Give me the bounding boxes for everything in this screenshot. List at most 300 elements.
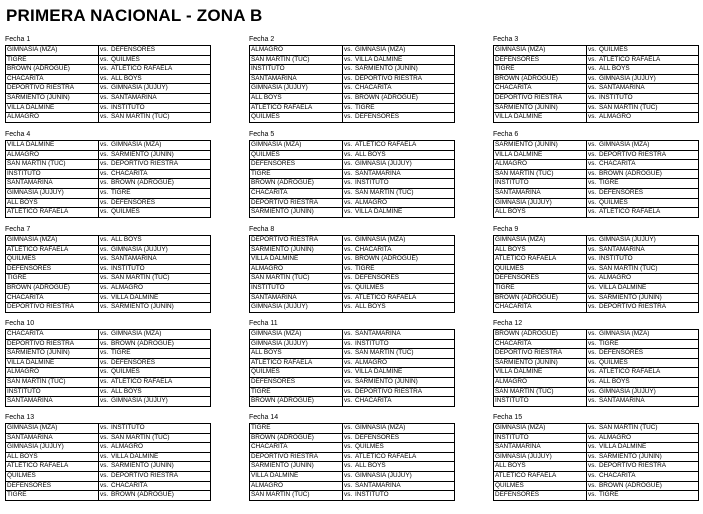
match-row [250,113,455,123]
vs-label: vs. [343,387,355,397]
fecha-label: Fecha 6 [493,131,519,138]
match-row [250,84,455,94]
vs-label: vs. [99,46,111,56]
home-team: ALL BOYS [494,245,587,255]
home-team: VILLA DÁLMINE [6,358,99,368]
home-team: GIMNASIA (MZA) [250,141,343,151]
away-team: VILLA DÁLMINE [110,452,211,462]
home-team: DEFENSORES [494,491,587,501]
away-team: BROWN (ADROGUÉ) [110,491,211,501]
home-team: GIMNASIA (MZA) [494,424,587,434]
vs-label: vs. [587,349,599,359]
home-team: TIGRE [250,424,343,434]
match-row [250,339,455,349]
match-row [6,303,211,313]
vs-label: vs. [587,293,599,303]
home-team: ALMAGRO [6,368,99,378]
fecha-block [5,414,211,501]
fecha-label: Fecha 3 [493,36,519,43]
vs-label: vs. [587,160,599,170]
away-team: INSTITUTO [110,264,211,274]
match-row [494,368,699,378]
vs-label: vs. [99,443,111,453]
match-table [5,235,211,313]
match-row [250,330,455,340]
vs-label: vs. [343,462,355,472]
vs-label: vs. [99,188,111,198]
fecha-block [249,36,455,123]
vs-label: vs. [99,103,111,113]
vs-label: vs. [587,150,599,160]
away-team: DEFENSORES [110,358,211,368]
match-table [5,423,211,501]
home-team: DEPORTIVO RIESTRA [250,198,343,208]
away-team: VILLA DÁLMINE [354,368,455,378]
match-row [494,255,699,265]
home-team: BROWN (ADROGUÉ) [6,65,99,75]
away-team: ALL BOYS [110,236,211,246]
fecha-block [493,414,699,501]
away-team: ALL BOYS [598,65,699,75]
home-team: ALL BOYS [6,452,99,462]
vs-label: vs. [99,283,111,293]
fecha-block [249,320,455,407]
vs-label: vs. [587,208,599,218]
home-team: CHACARITA [6,330,99,340]
match-row [494,103,699,113]
fecha-block [493,320,699,407]
away-team: ATLÉTICO RAFAELA [110,65,211,75]
vs-label: vs. [343,65,355,75]
match-row [494,443,699,453]
match-row [250,103,455,113]
match-row [494,397,699,407]
fecha-block [5,131,211,218]
away-team: QUILMES [110,368,211,378]
vs-label: vs. [343,303,355,313]
away-team: SANTAMARINA [598,397,699,407]
match-row [494,65,699,75]
away-team: CHACARITA [354,245,455,255]
match-row [250,245,455,255]
fecha-block [249,131,455,218]
vs-label: vs. [99,491,111,501]
vs-label: vs. [99,113,111,123]
home-team: QUILMES [6,471,99,481]
vs-label: vs. [343,84,355,94]
fecha-label: Fecha 9 [493,226,519,233]
fecha-block [493,131,699,218]
away-team: INSTITUTO [110,424,211,434]
match-row [6,424,211,434]
match-row [250,274,455,284]
vs-label: vs. [99,74,111,84]
home-team: SAN MARTÍN (TUC) [250,55,343,65]
match-row [494,179,699,189]
home-team: ALMAGRO [6,150,99,160]
vs-label: vs. [587,65,599,75]
away-team: GIMNASIA (MZA) [598,330,699,340]
home-team: GIMNASIA (JUJUY) [6,188,99,198]
match-row [250,443,455,453]
away-team: DEPORTIVO RIESTRA [598,303,699,313]
away-team: SAN MARTÍN (TUC) [598,424,699,434]
home-team: ALMAGRO [6,113,99,123]
vs-label: vs. [99,462,111,472]
away-team: SANTAMARINA [354,330,455,340]
vs-label: vs. [587,377,599,387]
vs-label: vs. [343,169,355,179]
away-team: SAN MARTÍN (TUC) [598,103,699,113]
away-team: GIMNASIA (JUJUY) [110,84,211,94]
match-row [6,93,211,103]
away-team: QUILMES [598,46,699,56]
fecha-label: Fecha 11 [249,320,278,327]
vs-label: vs. [343,188,355,198]
away-team: GIMNASIA (MZA) [354,46,455,56]
away-team: GIMNASIA (MZA) [354,236,455,246]
away-team: ALMAGRO [110,443,211,453]
home-team: SAN MARTÍN (TUC) [250,274,343,284]
home-team: SANTAMARINA [250,293,343,303]
vs-label: vs. [343,293,355,303]
match-row [6,462,211,472]
away-team: CHACARITA [598,471,699,481]
match-row [494,349,699,359]
away-team: DEFENSORES [110,198,211,208]
vs-label: vs. [587,339,599,349]
home-team: DEPORTIVO RIESTRA [250,452,343,462]
match-row [6,433,211,443]
home-team: SARMIENTO (JUNÍN) [6,349,99,359]
match-row [6,264,211,274]
vs-label: vs. [587,303,599,313]
vs-label: vs. [99,65,111,75]
match-row [250,46,455,56]
vs-label: vs. [343,330,355,340]
home-team: SAN MARTÍN (TUC) [494,387,587,397]
vs-label: vs. [99,349,111,359]
match-row [494,293,699,303]
away-team: DEFENSORES [354,433,455,443]
home-team: INSTITUTO [250,283,343,293]
home-team: ALMAGRO [250,264,343,274]
match-row [494,198,699,208]
vs-label: vs. [99,255,111,265]
match-row [6,339,211,349]
home-team: SANTAMARINA [6,179,99,189]
match-row [250,358,455,368]
match-row [494,491,699,501]
vs-label: vs. [99,160,111,170]
away-team: CHACARITA [598,160,699,170]
vs-label: vs. [99,358,111,368]
vs-label: vs. [587,387,599,397]
match-table [493,140,699,218]
home-team: ATLÉTICO RAFAELA [250,358,343,368]
match-table [5,329,211,407]
home-team: DEPORTIVO RIESTRA [6,84,99,94]
match-row [250,452,455,462]
away-team: BROWN (ADROGUÉ) [598,481,699,491]
fecha-label: Fecha 2 [249,36,275,43]
vs-label: vs. [99,330,111,340]
match-row [6,65,211,75]
match-row [494,471,699,481]
vs-label: vs. [343,179,355,189]
match-row [494,84,699,94]
home-team: GIMNASIA (JUJUY) [250,303,343,313]
match-table [5,140,211,218]
vs-label: vs. [99,452,111,462]
vs-label: vs. [343,74,355,84]
vs-label: vs. [99,208,111,218]
away-team: BROWN (ADROGUÉ) [598,169,699,179]
match-row [250,433,455,443]
match-row [6,274,211,284]
fecha-label: Fecha 4 [5,131,31,138]
vs-label: vs. [587,179,599,189]
vs-label: vs. [343,424,355,434]
vs-label: vs. [587,491,599,501]
away-team: VILLA DÁLMINE [598,443,699,453]
home-team: DEPORTIVO RIESTRA [6,303,99,313]
away-team: ATLÉTICO RAFAELA [354,141,455,151]
home-team: QUILMES [250,368,343,378]
home-team: QUILMES [494,264,587,274]
match-row [6,349,211,359]
match-table [493,423,699,501]
away-team: DEPORTIVO RIESTRA [110,471,211,481]
match-row [494,93,699,103]
home-team: SAN MARTÍN (TUC) [494,169,587,179]
match-row [494,274,699,284]
match-row [6,397,211,407]
home-team: BROWN (ADROGUÉ) [494,74,587,84]
away-team: TIGRE [598,339,699,349]
page-title: PRIMERA NACIONAL - ZONA B [6,6,263,25]
vs-label: vs. [99,93,111,103]
vs-label: vs. [343,358,355,368]
vs-label: vs. [99,236,111,246]
home-team: GIMNASIA (JUJUY) [250,339,343,349]
home-team: TIGRE [250,169,343,179]
away-team: VILLA DÁLMINE [598,283,699,293]
match-row [494,330,699,340]
away-team: QUILMES [598,358,699,368]
vs-label: vs. [587,74,599,84]
match-row [6,236,211,246]
match-row [6,443,211,453]
match-row [6,377,211,387]
vs-label: vs. [99,84,111,94]
vs-label: vs. [99,387,111,397]
match-table [249,235,455,313]
vs-label: vs. [99,471,111,481]
home-team: TIGRE [6,55,99,65]
vs-label: vs. [99,274,111,284]
match-row [250,462,455,472]
away-team: ALMAGRO [598,274,699,284]
away-team: SANTAMARINA [110,93,211,103]
match-row [494,169,699,179]
match-row [250,160,455,170]
match-row [494,339,699,349]
away-team: TIGRE [598,491,699,501]
home-team: DEFENSORES [250,377,343,387]
match-row [250,293,455,303]
vs-label: vs. [343,198,355,208]
home-team: DEPORTIVO RIESTRA [494,93,587,103]
fecha-block [493,226,699,313]
match-row [494,303,699,313]
home-team: TIGRE [250,387,343,397]
match-row [6,141,211,151]
away-team: GIMNASIA (MZA) [110,330,211,340]
vs-label: vs. [99,169,111,179]
home-team: BROWN (ADROGUÉ) [494,330,587,340]
away-team: DEFENSORES [598,349,699,359]
fecha-block [5,226,211,313]
match-row [250,55,455,65]
fecha-label: Fecha 14 [249,414,279,421]
vs-label: vs. [343,46,355,56]
home-team: TIGRE [6,491,99,501]
home-team: TIGRE [494,65,587,75]
match-row [494,236,699,246]
home-team: ALL BOYS [494,208,587,218]
vs-label: vs. [587,198,599,208]
vs-label: vs. [343,283,355,293]
match-table [249,140,455,218]
match-row [6,293,211,303]
home-team: BROWN (ADROGUÉ) [250,397,343,407]
match-row [6,330,211,340]
match-row [6,481,211,491]
away-team: GIMNASIA (JUJUY) [110,245,211,255]
away-team: DEPORTIVO RIESTRA [598,462,699,472]
home-team: VILLA DÁLMINE [494,113,587,123]
vs-label: vs. [343,397,355,407]
away-team: BROWN (ADROGUÉ) [110,179,211,189]
home-team: GIMNASIA (MZA) [494,236,587,246]
vs-label: vs. [587,141,599,151]
home-team: CHACARITA [494,339,587,349]
vs-label: vs. [99,264,111,274]
match-row [250,397,455,407]
vs-label: vs. [99,433,111,443]
away-team: SANTAMARINA [598,84,699,94]
away-team: BROWN (ADROGUÉ) [354,93,455,103]
away-team: DEPORTIVO RIESTRA [354,387,455,397]
home-team: TIGRE [6,274,99,284]
vs-label: vs. [99,339,111,349]
vs-label: vs. [587,264,599,274]
vs-label: vs. [343,443,355,453]
match-row [494,377,699,387]
home-team: DEFENSORES [6,481,99,491]
away-team: SAN MARTÍN (TUC) [110,113,211,123]
vs-label: vs. [587,368,599,378]
away-team: CHACARITA [110,481,211,491]
home-team: GIMNASIA (JUJUY) [494,452,587,462]
home-team: GIMNASIA (MZA) [250,330,343,340]
away-team: GIMNASIA (MZA) [110,141,211,151]
home-team: QUILMES [250,150,343,160]
match-row [6,255,211,265]
home-team: SAN MARTÍN (TUC) [6,160,99,170]
vs-label: vs. [99,150,111,160]
away-team: GIMNASIA (JUJUY) [354,160,455,170]
vs-label: vs. [99,424,111,434]
home-team: ALMAGRO [494,160,587,170]
home-team: ATLÉTICO RAFAELA [6,245,99,255]
away-team: ALMAGRO [354,358,455,368]
vs-label: vs. [343,255,355,265]
vs-label: vs. [587,330,599,340]
match-row [6,55,211,65]
vs-label: vs. [343,141,355,151]
away-team: ALL BOYS [354,150,455,160]
home-team: ATLÉTICO RAFAELA [6,462,99,472]
match-row [250,387,455,397]
match-row [494,113,699,123]
away-team: SANTAMARINA [110,255,211,265]
match-row [250,208,455,218]
fecha-block [5,320,211,407]
home-team: GIMNASIA (MZA) [6,46,99,56]
vs-label: vs. [587,452,599,462]
away-team: INSTITUTO [354,339,455,349]
away-team: TIGRE [598,179,699,189]
home-team: VILLA DÁLMINE [250,471,343,481]
vs-label: vs. [343,160,355,170]
home-team: ALL BOYS [250,93,343,103]
away-team: DEFENSORES [354,113,455,123]
match-row [250,491,455,501]
away-team: ALMAGRO [354,198,455,208]
home-team: CHACARITA [494,84,587,94]
match-row [250,150,455,160]
away-team: TIGRE [354,264,455,274]
home-team: INSTITUTO [494,397,587,407]
vs-label: vs. [587,358,599,368]
match-row [494,264,699,274]
match-row [6,368,211,378]
home-team: SANTAMARINA [494,443,587,453]
home-team: DEFENSORES [250,160,343,170]
away-team: SARMIENTO (JUNÍN) [110,462,211,472]
home-team: ATLÉTICO RAFAELA [494,471,587,481]
match-table [493,235,699,313]
fecha-label: Fecha 13 [5,414,35,421]
home-team: SAN MARTÍN (TUC) [6,377,99,387]
match-row [250,424,455,434]
home-team: CHACARITA [494,303,587,313]
match-row [6,283,211,293]
vs-label: vs. [587,169,599,179]
vs-label: vs. [99,293,111,303]
match-row [250,368,455,378]
match-row [6,188,211,198]
match-row [250,303,455,313]
fecha-label: Fecha 5 [249,131,275,138]
away-team: GIMNASIA (MZA) [598,141,699,151]
away-team: CHACARITA [110,169,211,179]
away-team: SANTAMARINA [598,245,699,255]
match-row [250,481,455,491]
match-row [494,160,699,170]
